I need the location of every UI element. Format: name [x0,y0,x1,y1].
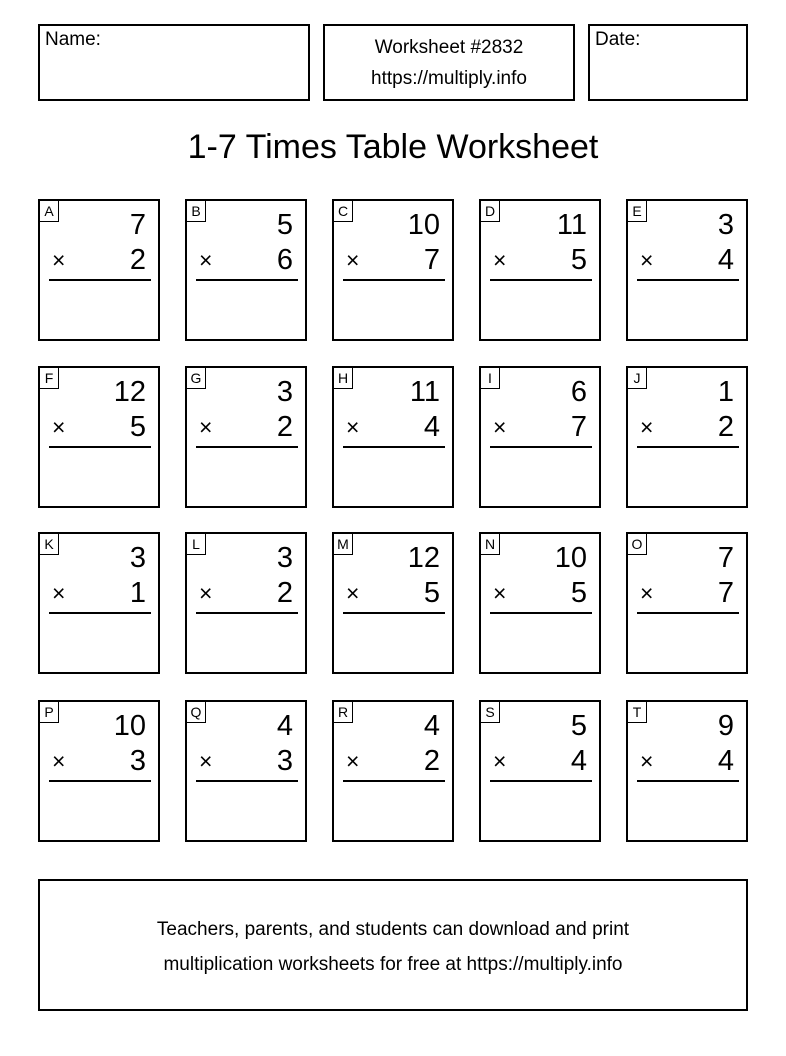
problem-letter: K [40,534,59,555]
answer-line [490,279,592,281]
answer-line [637,612,739,614]
problem-card [626,532,748,674]
times-sign: × [493,580,507,606]
multiplicand: 10 [554,542,587,574]
multiplicand: 11 [556,209,587,241]
problem-card [626,700,748,842]
multiplicand: 7 [129,209,146,241]
answer-line [490,780,592,782]
times-sign: × [346,580,360,606]
multiplicand: 12 [113,376,146,408]
multiplier: 5 [129,411,146,443]
multiplicand: 3 [129,542,146,574]
problem-letter: H [334,368,353,389]
worksheet-url: https://multiply.info [371,68,527,89]
problem-card [479,199,601,341]
times-sign: × [199,580,213,606]
answer-line [49,279,151,281]
multiplier: 4 [717,745,734,777]
problem-letter: P [40,702,59,723]
multiplier: 5 [570,244,587,276]
multiplier: 2 [276,577,293,609]
answer-line [49,446,151,448]
multiplicand: 1 [717,376,734,408]
answer-line [196,446,298,448]
multiplier: 4 [570,745,587,777]
problem-card [38,366,160,508]
times-sign: × [640,748,654,774]
answer-line [49,612,151,614]
problem-card [332,532,454,674]
footer-line-2: multiplication worksheets for free at https://multiply.info [163,954,623,975]
times-sign: × [199,414,213,440]
problem-letter: I [481,368,500,389]
problem-card [38,532,160,674]
times-sign: × [493,414,507,440]
times-sign: × [493,748,507,774]
problem-card [626,199,748,341]
answer-line [490,446,592,448]
answer-line [49,780,151,782]
problem-letter: Q [187,702,206,723]
problem-letter: N [481,534,500,555]
answer-line [196,279,298,281]
name-box [38,24,310,101]
name-label: Name: [45,29,101,50]
times-sign: × [493,247,507,273]
multiplier: 4 [717,244,734,276]
problem-letter: E [628,201,647,222]
problem-card [332,366,454,508]
multiplicand: 9 [717,710,734,742]
multiplier: 3 [276,745,293,777]
problem-letter: G [187,368,206,389]
multiplicand: 10 [407,209,440,241]
problem-letter: A [40,201,59,222]
multiplicand: 5 [276,209,293,241]
answer-line [490,612,592,614]
worksheet-info-box [323,24,575,101]
multiplicand: 5 [570,710,587,742]
multiplicand: 11 [409,376,440,408]
problem-letter: L [187,534,206,555]
problem-card [185,366,307,508]
problem-card [479,700,601,842]
problem-card [185,199,307,341]
problem-card [38,199,160,341]
times-sign: × [52,748,66,774]
multiplier: 4 [423,411,440,443]
problem-card [185,532,307,674]
times-sign: × [640,247,654,273]
multiplier: 5 [423,577,440,609]
times-sign: × [346,247,360,273]
multiplicand: 12 [407,542,440,574]
multiplier: 6 [276,244,293,276]
multiplier: 7 [717,577,734,609]
multiplier: 7 [423,244,440,276]
answer-line [343,780,445,782]
times-sign: × [346,748,360,774]
multiplier: 2 [717,411,734,443]
problem-card [332,700,454,842]
answer-line [196,612,298,614]
footer-text [40,912,746,982]
times-sign: × [52,414,66,440]
answer-line [343,279,445,281]
problem-letter: O [628,534,647,555]
problem-letter: R [334,702,353,723]
multiplier: 1 [129,577,146,609]
multiplicand: 6 [570,376,587,408]
times-sign: × [52,580,66,606]
problem-card [38,700,160,842]
date-label: Date: [595,29,641,50]
multiplier: 2 [423,745,440,777]
problem-card [479,366,601,508]
multiplicand: 7 [717,542,734,574]
answer-line [343,612,445,614]
problem-letter: T [628,702,647,723]
problem-letter: J [628,368,647,389]
problem-letter: F [40,368,59,389]
times-sign: × [52,247,66,273]
multiplicand: 3 [276,542,293,574]
problem-letter: S [481,702,500,723]
problem-letter: B [187,201,206,222]
problem-card [185,700,307,842]
answer-line [343,446,445,448]
multiplier: 7 [570,411,587,443]
multiplicand: 4 [423,710,440,742]
multiplier: 2 [129,244,146,276]
footer-line-1: Teachers, parents, and students can download and print [156,919,630,940]
answer-line [196,780,298,782]
multiplicand: 4 [276,710,293,742]
worksheet-number: Worksheet #2832 [374,37,524,58]
problem-letter: C [334,201,353,222]
problem-letter: D [481,201,500,222]
problem-card [332,199,454,341]
times-sign: × [346,414,360,440]
date-box [588,24,748,101]
multiplier: 2 [276,411,293,443]
problem-card [479,532,601,674]
answer-line [637,780,739,782]
multiplicand: 10 [113,710,146,742]
multiplier: 3 [129,745,146,777]
multiplicand: 3 [276,376,293,408]
multiplier: 5 [570,577,587,609]
answer-line [637,279,739,281]
problem-letter: M [334,534,353,555]
problem-card [626,366,748,508]
multiplicand: 3 [717,209,734,241]
times-sign: × [199,748,213,774]
times-sign: × [640,414,654,440]
times-sign: × [199,247,213,273]
footer-box [38,879,748,1011]
page-title: 1-7 Times Table Worksheet [187,128,599,166]
times-sign: × [640,580,654,606]
answer-line [637,446,739,448]
